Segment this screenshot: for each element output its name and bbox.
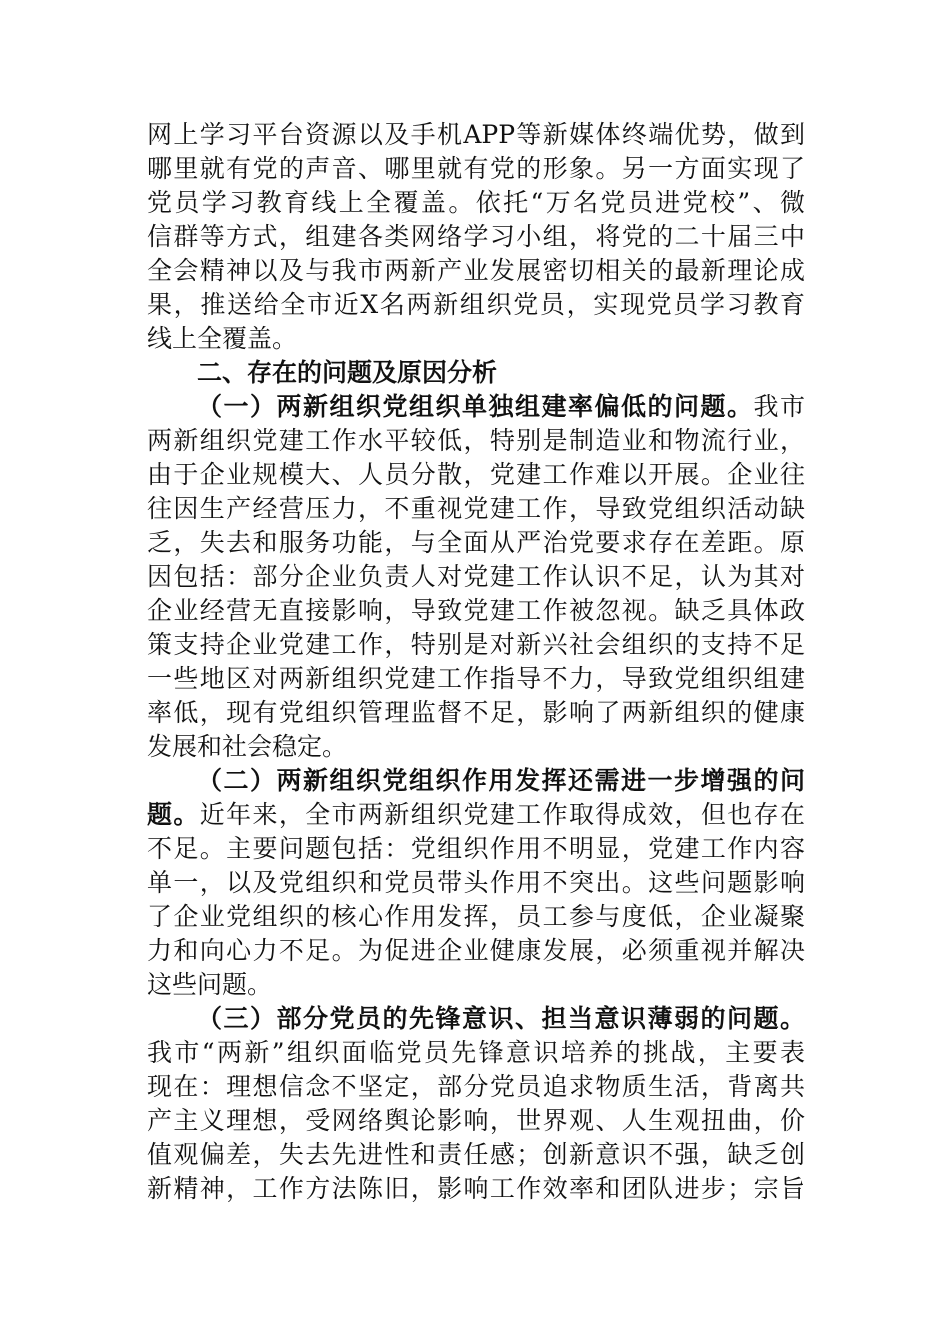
paragraph-1-first-line [147, 390, 805, 424]
text-line: 因包括：部分企业负责人对党建工作认识不足，认为其对 [147, 562, 805, 591]
paragraph-2-lead-rest: 近年来，全市两新组织党建工作取得成效，但也存在 [199, 800, 805, 829]
paragraph-2 [147, 764, 805, 1002]
paragraph-1-lead: （一）两新组织党组织单独组建率偏低的问题。 [197, 392, 754, 421]
text-line: 率低，现有党组织管理监督不足，影响了两新组织的健康 [147, 698, 805, 727]
paragraph-continuation [147, 118, 805, 356]
text-line: 不足。主要问题包括：党组织作用不明显，党建工作内容 [147, 834, 805, 863]
text-line: 策支持企业党建工作，特别是对新兴社会组织的支持不足 [147, 630, 805, 659]
paragraph-1 [147, 390, 805, 764]
text-line: 全会精神以及与我市两新产业发展密切相关的最新理论成 [147, 256, 805, 285]
text-line: 乏，失去和服务功能，与全面从严治党要求存在差距。原 [147, 528, 805, 557]
paragraph-3-lead: （三）部分党员的先锋意识、担当意识薄弱的问题。 [197, 1004, 805, 1033]
text-line: 往因生产经营压力，不重视党建工作，导致党组织活动缺 [147, 494, 805, 523]
text-line: 我市“两新”组织面临党员先锋意识培养的挑战，主要表 [147, 1038, 805, 1067]
text-line: 力和向心力不足。为促进企业健康发展，必须重视并解决 [147, 936, 805, 965]
text-line: 两新组织党建工作水平较低，特别是制造业和物流行业， [147, 426, 805, 455]
text-line: 网上学习平台资源以及手机APP等新媒体终端优势，做到 [147, 120, 805, 149]
text-line: 哪里就有党的声音、哪里就有党的形象。另一方面实现了 [147, 154, 805, 183]
text-line: 单一，以及党组织和党员带头作用不突出。这些问题影响 [147, 868, 805, 897]
text-line: 果，推送给全市近X名两新组织党员，实现党员学习教育 [147, 290, 805, 319]
text-line: 新精神，工作方法陈旧，影响工作效率和团队进步；宗旨 [147, 1174, 805, 1203]
text-line: 党员学习教育线上全覆盖。依托“万名党员进党校”、微 [147, 188, 805, 217]
text-line: 企业经营无直接影响，导致党建工作被忽视。缺乏具体政 [147, 596, 805, 625]
text-line: 发展和社会稳定。 [147, 732, 348, 761]
paragraph-2-lead: （二）两新组织党组织作用发挥还需进一步增强的问 [197, 766, 805, 795]
text-line: 产主义理想，受网络舆论影响，世界观、人生观扭曲，价 [147, 1106, 805, 1135]
text-line: 现在：理想信念不坚定，部分党员追求物质生活，背离共 [147, 1072, 805, 1101]
text-line: 一些地区对两新组织党建工作指导不力，导致党组织组建 [147, 664, 805, 693]
text-line: 线上全覆盖。 [147, 324, 298, 353]
paragraph-2-second-line [147, 798, 805, 832]
paragraph-1-lead-rest: 我市 [753, 392, 805, 421]
document-page [147, 118, 805, 1206]
paragraph-2-lead-end: 题。 [147, 800, 200, 829]
text-line: 这些问题。 [147, 970, 273, 999]
section-heading: 二、存在的问题及原因分析 [197, 358, 498, 387]
text-line: 值观偏差，失去先进性和责任感；创新意识不强，缺乏创 [147, 1140, 805, 1169]
text-line: 信群等方式，组建各类网络学习小组，将党的二十届三中 [147, 222, 805, 251]
text-line: 了企业党组织的核心作用发挥，员工参与度低，企业凝聚 [147, 902, 805, 931]
paragraph-3 [147, 1002, 805, 1206]
text-line: 由于企业规模大、人员分散，党建工作难以开展。企业往 [147, 460, 805, 489]
